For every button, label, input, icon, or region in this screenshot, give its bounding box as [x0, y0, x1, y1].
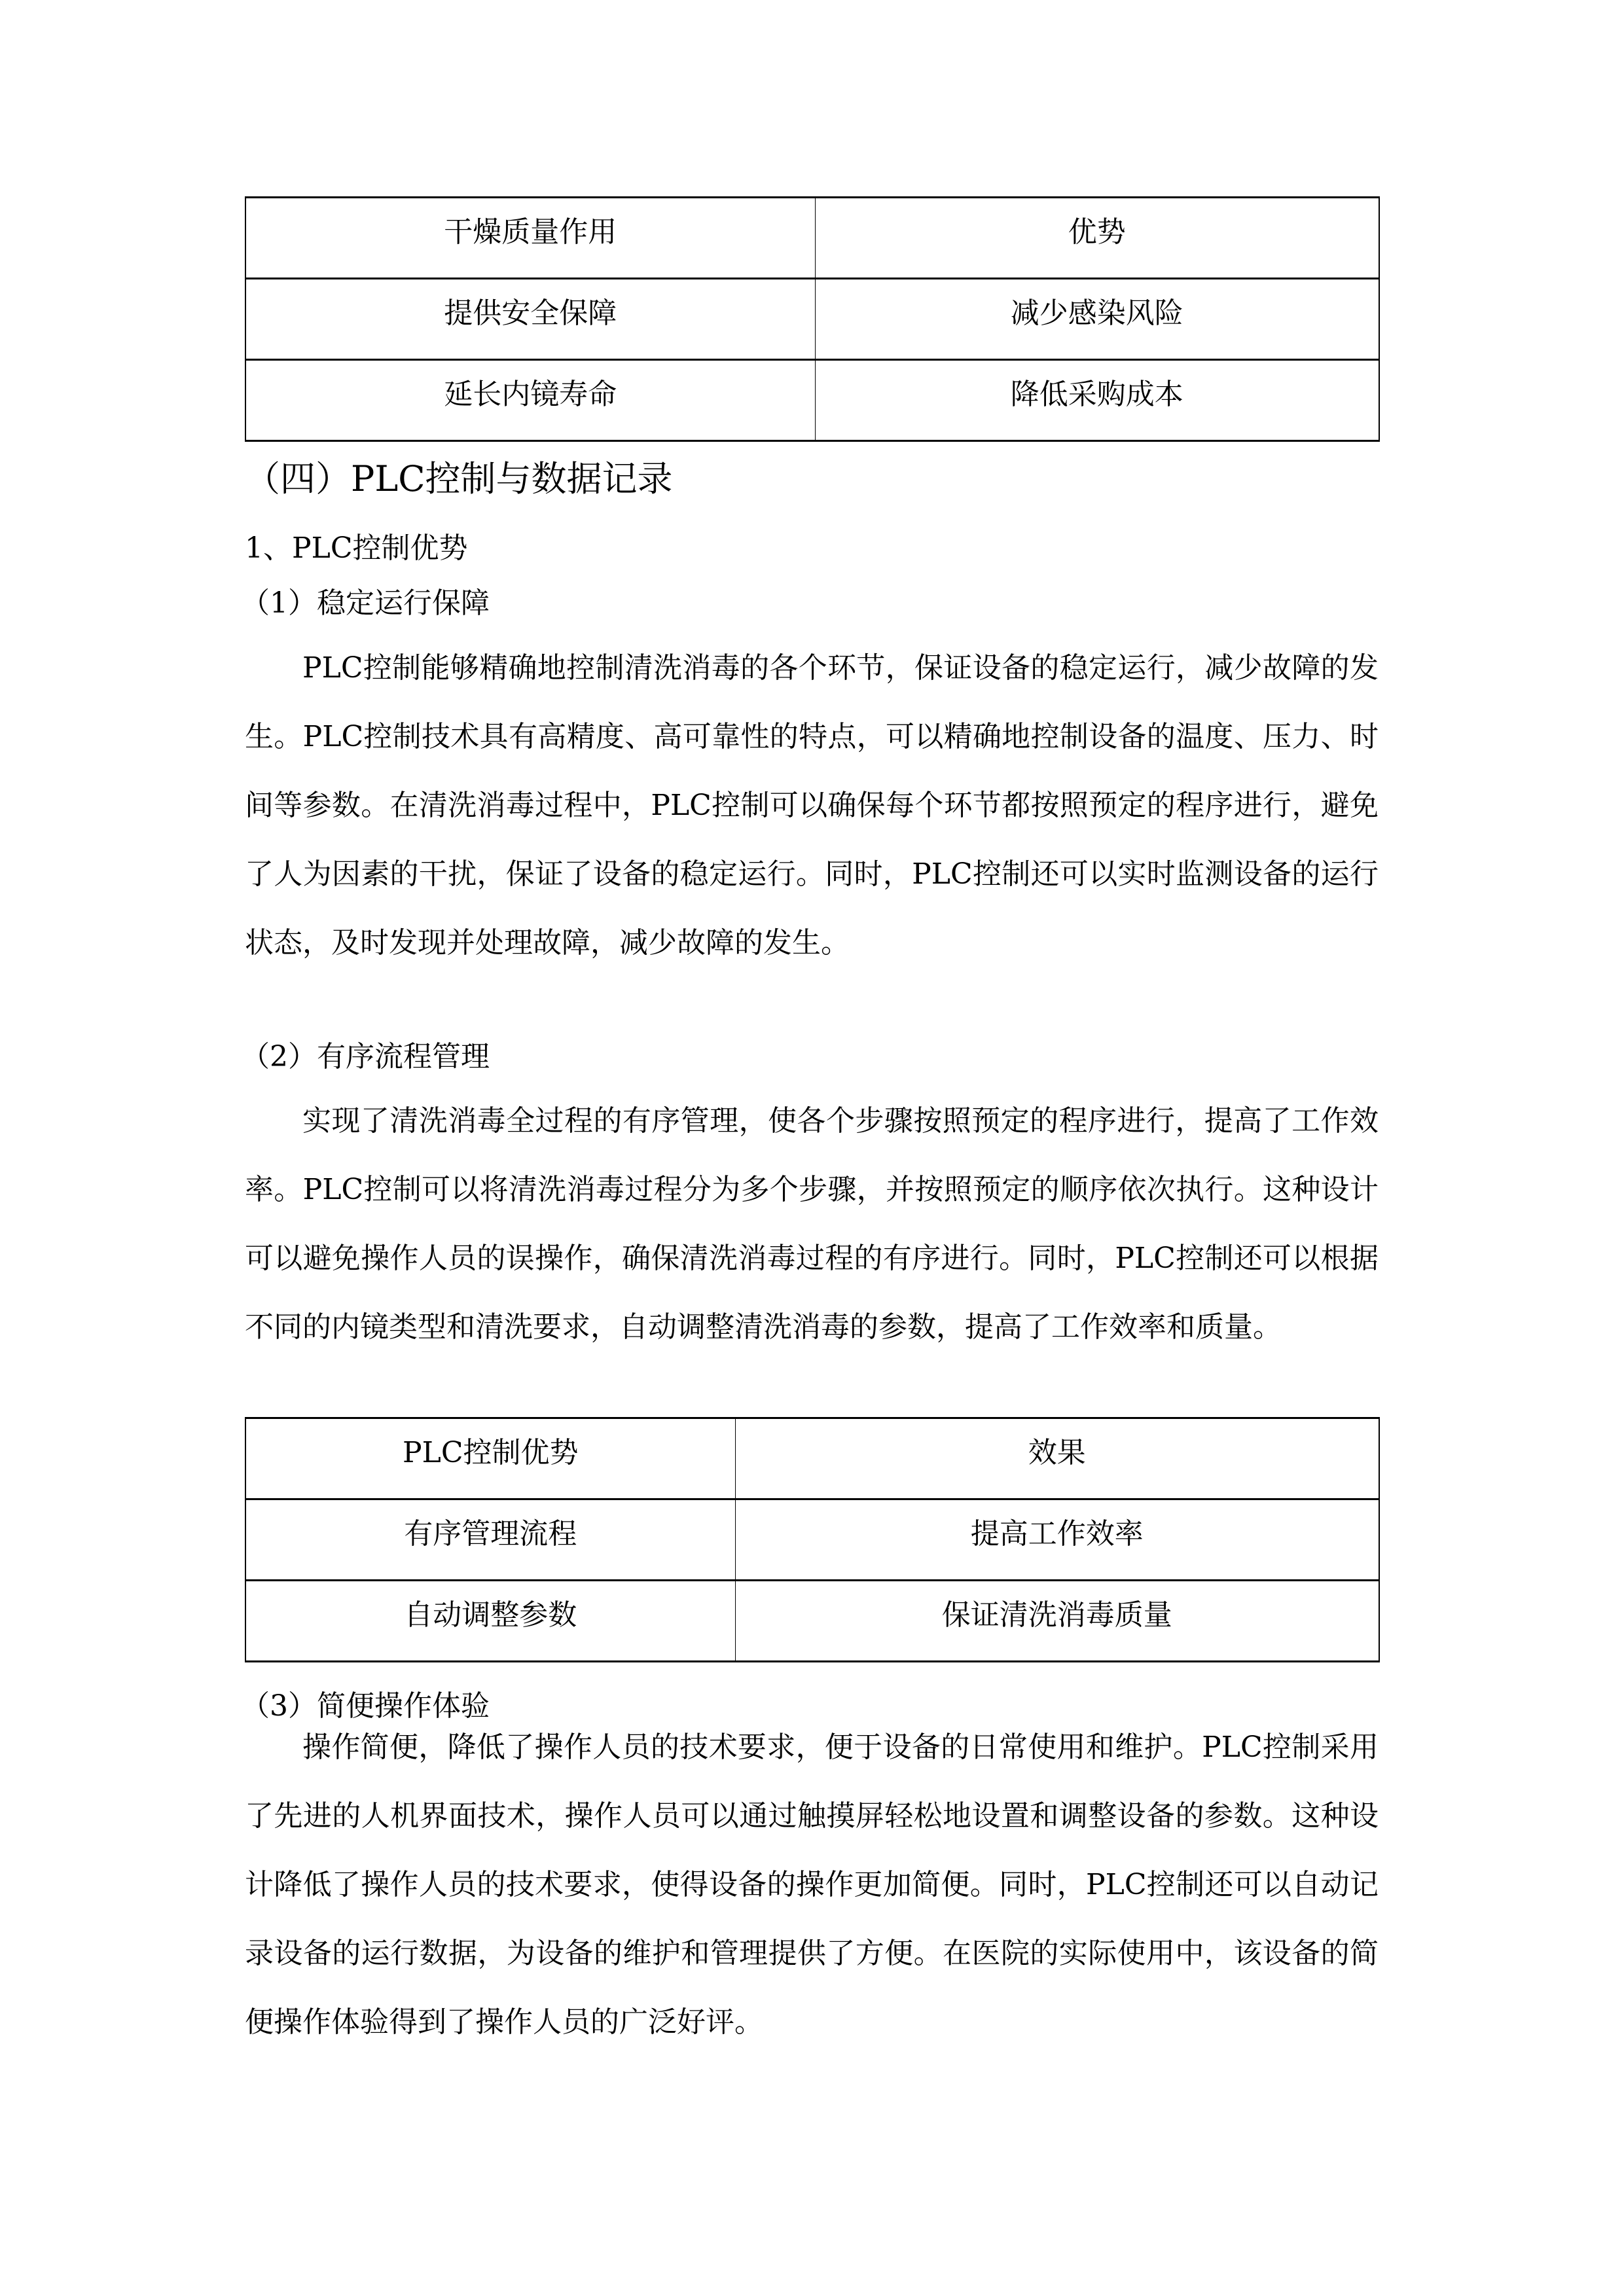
table-cell: 减少感染风险 — [815, 279, 1379, 360]
item-title-1: （1）稳定运行保障 — [241, 586, 490, 620]
table-row — [245, 360, 1379, 441]
table-row — [245, 1581, 1379, 1662]
item-title-2: （2）有序流程管理 — [241, 1040, 490, 1073]
table-cell: 延长内镜寿命 — [245, 360, 815, 441]
paragraph-2: 实现了清洗消毒全过程的有序管理，使各个步骤按照预定的程序进行，提高了工作效率。PLC控制可以将清洗消毒过程分为多个步骤，并按照预定的顺序依次执行。这种设计可以避免操作人员的误操作，确保清洗消毒过程的有序进行。同时，PLC控制还可以根据不同的内镜类型和清洗要求，自动调整清洗消毒的参数，提高了工作效率和质量。 — [245, 1104, 1379, 1344]
table-cell: 提供安全保障 — [245, 279, 815, 360]
item-title-3: （3）简便操作体验 — [241, 1689, 490, 1723]
table-cell: PLC控制优势 — [245, 1418, 735, 1499]
table-cell: 自动调整参数 — [245, 1581, 735, 1662]
table-cell: 干燥质量作用 — [245, 198, 815, 279]
table-cell: 效果 — [735, 1418, 1379, 1499]
table-cell: 提高工作效率 — [735, 1499, 1379, 1581]
table-row — [245, 279, 1379, 360]
subsection-heading: 1、PLC控制优势 — [245, 531, 468, 565]
table-cell: 降低采购成本 — [815, 360, 1379, 441]
table-cell: 有序管理流程 — [245, 1499, 735, 1581]
paragraph-1: PLC控制能够精确地控制清洗消毒的各个环节，保证设备的稳定运行，减少故障的发生。PLC控制技术具有高精度、高可靠性的特点，可以精确地控制设备的温度、压力、时间等参数。在清洗消毒过程中，PLC控制可以确保每个环节都按照预定的程序进行，避免了人为因素的干扰，保证了设备的稳定运行。同时，PLC控制还可以实时监测设备的运行状态，及时发现并处理故障，减少故障的发生。 — [245, 651, 1379, 960]
table-row — [245, 1499, 1379, 1581]
table-header-row — [245, 198, 1379, 279]
section-heading: （四）PLC控制与数据记录 — [245, 458, 673, 499]
table-header-row — [245, 1418, 1379, 1499]
table-cell: 优势 — [815, 198, 1379, 279]
table-cell: 保证清洗消毒质量 — [735, 1581, 1379, 1662]
drying-quality-table — [245, 196, 1380, 442]
plc-advantage-table — [245, 1417, 1380, 1662]
paragraph-3: 操作简便，降低了操作人员的技术要求，便于设备的日常使用和维护。PLC控制采用了先进的人机界面技术，操作人员可以通过触摸屏轻松地设置和调整设备的参数。这种设计降低了操作人员的技术要求，使得设备的操作更加简便。同时，PLC控制还可以自动记录设备的运行数据，为设备的维护和管理提供了方便。在医院的实际使用中，该设备的简便操作体验得到了操作人员的广泛好评。 — [245, 1731, 1379, 2039]
